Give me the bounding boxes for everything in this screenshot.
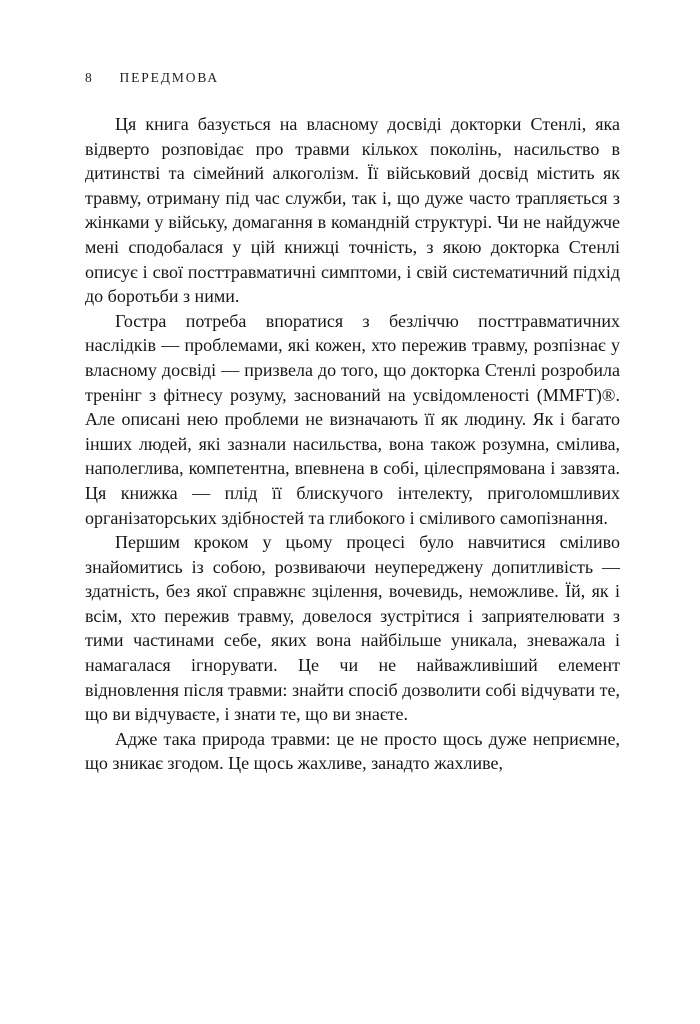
paragraph: Першим кроком у цьому процесі було навчитися сміливо знайомитись із собою, розвиваючи неупереджену допитливість — здатність, без якої справжнє зцілення, вочевидь, неможливе. Їй, як і всім, хто пережив травму, довелося зустрітися і заприятелювати з тими частинами себе, яких вона найбільше уникала, зневажала і намагалася ігнорувати. Це чи не найважливіший елемент відновлення після травми: знайти спосіб дозволити собі відчувати те, що ви відчуваєте, і знати те, що ви знаєте. <box>85 532 620 725</box>
running-head: ПЕРЕДМОВА <box>119 70 220 85</box>
page-header <box>85 70 620 86</box>
paragraph: Ця книга базується на власному досвіді докторки Стенлі, яка відверто розповідає про травми кількох поколінь, насильство в дитинстві та сімейний алкоголізм. Її військовий досвід містить як травму, отриману під час служби, так і, що дуже часто трапляється з жінками у війську, домагання в командній структурі. Чи не найдужче мені сподобалася у цій книжці точність, з якою докторка Стенлі описує і свої посттравматичні симптоми, і свій систематичний підхід до боротьби з ними. <box>85 114 620 307</box>
page-number: 8 <box>85 70 93 85</box>
paragraph: Адже така природа травми: це не просто щось дуже неприємне, що зникає згодом. Це щось жахливе, занадто жахливе, <box>85 728 620 774</box>
paragraph: Гостра потреба впоратися з безліччю посттравматичних наслідків — проблемами, які кожен, хто пережив травму, розпізнає у власному досвіді — призвела до того, що докторка Стенлі розробила тренінг з фітнесу розуму, заснований на усвідомленості (MMFT)®. Але описані нею проблеми не визначають її як людину. Як і багато інших людей, які зазнали насильства, вона також розумна, смілива, наполеглива, компетентна, впевнена в собі, цілеспрямована і завзята. Ця книжка — плід її блискучого інтелекту, приголомшливих організаторських здібностей та глибокого і сміливого самопізнання. <box>85 310 620 528</box>
body-text <box>85 112 620 776</box>
